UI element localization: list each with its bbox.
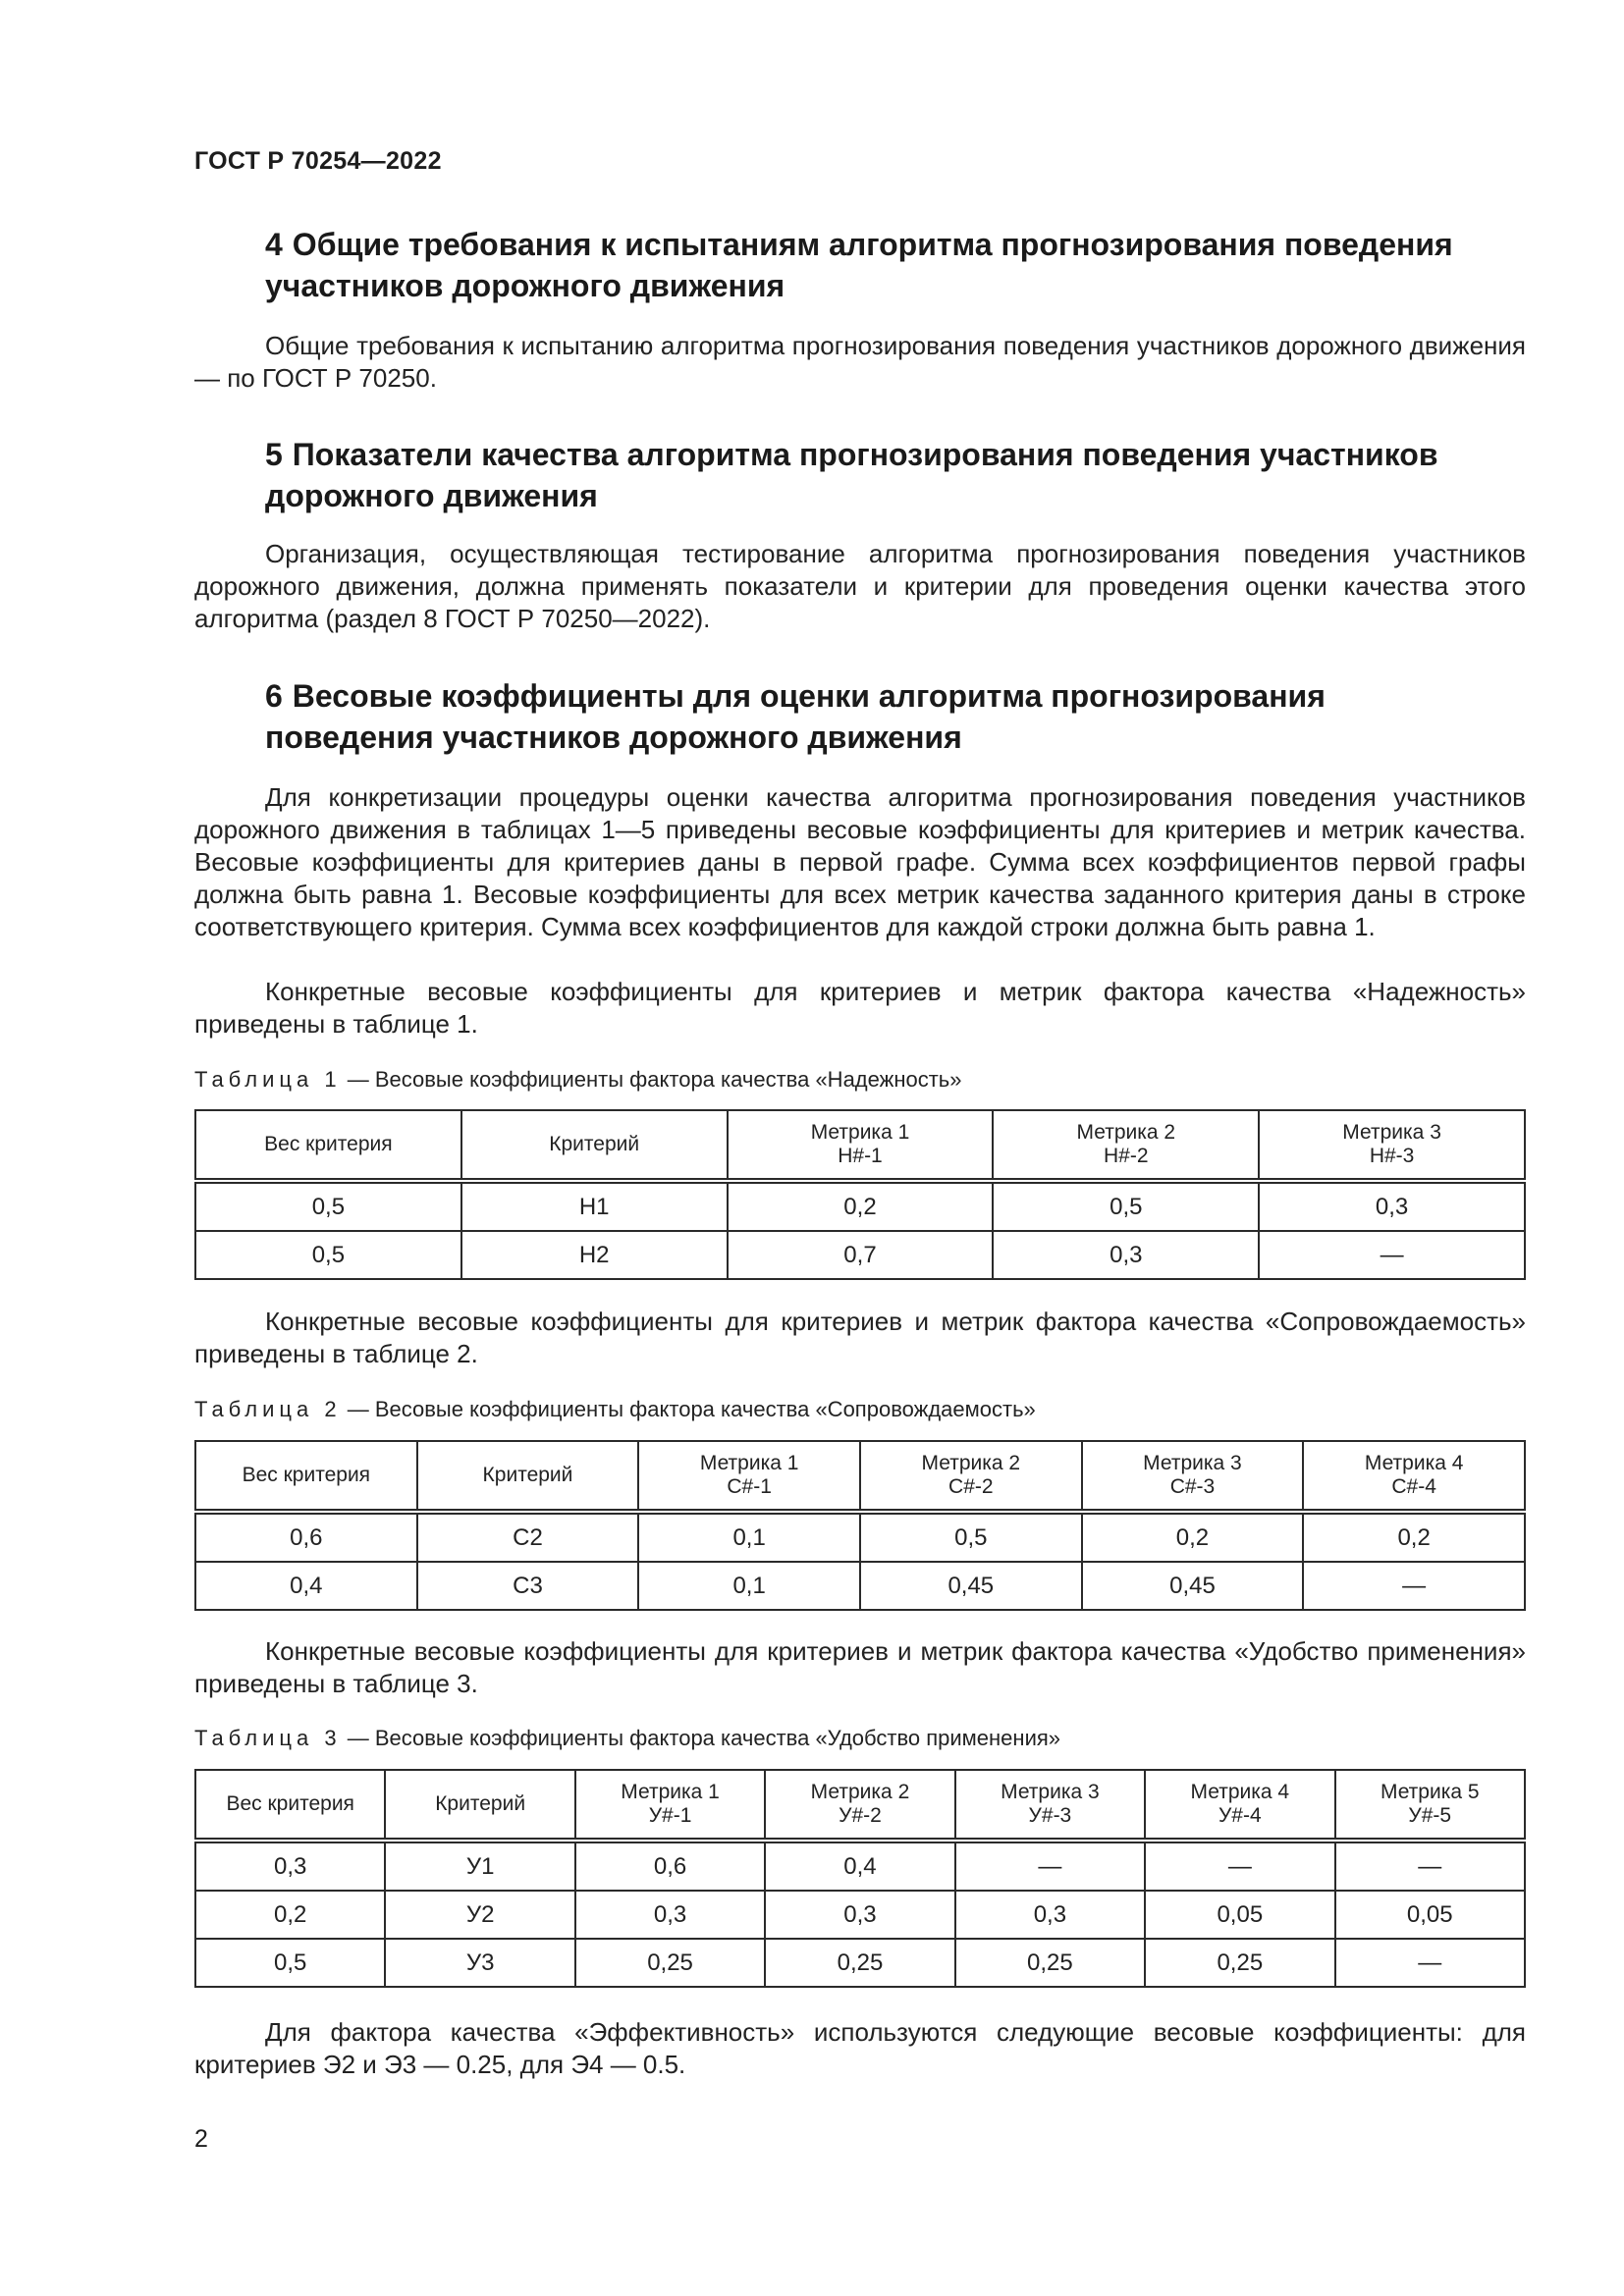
table-row — [195, 1891, 1525, 1939]
table-2-intro: Конкретные весовые коэффициенты для критериев и метрик фактора качества «Сопровождаемость» приведены в таблице 2. — [194, 1307, 1526, 1368]
header-cell: Критерий — [461, 1110, 728, 1181]
caption-label: Таблица 1 — [194, 1067, 342, 1092]
header-cell: Метрика 2 У#-2 — [765, 1770, 954, 1841]
table-row — [195, 1939, 1525, 1987]
table-row — [195, 1181, 1525, 1231]
header-cell: Метрика 2 С#-2 — [860, 1441, 1082, 1512]
header-cell: Метрика 1 Н#-1 — [728, 1110, 994, 1181]
table-cell: 0,1 — [638, 1512, 860, 1562]
header-cell: Метрика 2 Н#-2 — [993, 1110, 1259, 1181]
table-cell: 0,05 — [1145, 1891, 1334, 1939]
document-code: ГОСТ Р 70254—2022 — [194, 147, 442, 175]
table-cell: У2 — [385, 1891, 574, 1939]
table-cell: Н2 — [461, 1231, 728, 1279]
table-cell: 0,3 — [195, 1841, 385, 1891]
section-number: 5 — [265, 437, 283, 472]
header-cell: Метрика 3 Н#-3 — [1259, 1110, 1525, 1181]
table-cell: Н1 — [461, 1181, 728, 1231]
header-cell: Вес критерия — [195, 1770, 385, 1841]
table-cell: 0,25 — [575, 1939, 765, 1987]
table-cell: 0,3 — [1259, 1181, 1525, 1231]
caption-label: Таблица 3 — [194, 1726, 342, 1750]
caption-text: — Весовые коэффициенты фактора качества «Удобство применения» — [341, 1726, 1061, 1750]
table-cell: 0,5 — [195, 1231, 461, 1279]
table-header-row — [195, 1770, 1525, 1841]
table-cell: С3 — [417, 1562, 639, 1610]
table-cell: У3 — [385, 1939, 574, 1987]
table-header-row — [195, 1441, 1525, 1512]
table-cell: 0,3 — [765, 1891, 954, 1939]
caption-text: — Весовые коэффициенты фактора качества «Сопровождаемость» — [341, 1397, 1036, 1421]
table-cell: 0,5 — [195, 1181, 461, 1231]
header-cell: Вес критерия — [195, 1441, 417, 1512]
table-cell: 0,45 — [1082, 1562, 1304, 1610]
table-cell: 0,2 — [1082, 1512, 1304, 1562]
section-title-line2: дорожного движения — [265, 478, 598, 513]
table-cell: 0,25 — [1145, 1939, 1334, 1987]
section-title-line2: участников дорожного движения — [265, 268, 785, 303]
section-6-heading — [265, 675, 1532, 758]
section-title-line1: Показатели качества алгоритма прогнозирования поведения участников — [292, 437, 1438, 472]
section-number: 4 — [265, 227, 283, 262]
table-3-caption — [194, 1726, 1060, 1751]
caption-label: Таблица 2 — [194, 1397, 342, 1421]
section-6-paragraph: Для конкретизации процедуры оценки качества алгоритма прогнозирования поведения участников дорожного движения в таблицах 1—5 приведены весовые коэффициенты для критериев и метрик качества. Весовые коэффициенты для критериев даны в первой графе. Сумма всех коэффициентов первой графы должна быть равна 1. Весовые коэффициенты для всех метрик качества заданного критерия даны в строке соответствующего критерия. Сумма всех коэффициентов для каждой строки должна быть равна 1. — [194, 782, 1526, 941]
table-cell: 0,25 — [955, 1939, 1145, 1987]
page-number: 2 — [194, 2125, 208, 2153]
table-cell: 0,1 — [638, 1562, 860, 1610]
table-cell: 0,2 — [195, 1891, 385, 1939]
table-cell: 0,25 — [765, 1939, 954, 1987]
table-3-intro: Конкретные весовые коэффициенты для критериев и метрик фактора качества «Удобство применения» приведены в таблице 3. — [194, 1636, 1526, 1698]
table-1 — [194, 1109, 1526, 1280]
table-cell: 0,5 — [860, 1512, 1082, 1562]
header-cell: Метрика 4 С#-4 — [1303, 1441, 1525, 1512]
table-cell: 0,2 — [728, 1181, 994, 1231]
section-4-heading — [265, 224, 1532, 306]
table-2-caption — [194, 1397, 1036, 1422]
table-row — [195, 1841, 1525, 1891]
table-cell: 0,6 — [195, 1512, 417, 1562]
table-header-row — [195, 1110, 1525, 1181]
caption-text: — Весовые коэффициенты фактора качества «Надежность» — [341, 1067, 962, 1092]
table-cell: — — [1335, 1939, 1525, 1987]
header-cell: Вес критерия — [195, 1110, 461, 1181]
table-cell: С2 — [417, 1512, 639, 1562]
table-cell: 0,4 — [765, 1841, 954, 1891]
header-cell: Метрика 5 У#-5 — [1335, 1770, 1525, 1841]
table-cell: 0,5 — [195, 1939, 385, 1987]
table-3 — [194, 1769, 1526, 1988]
header-cell: Метрика 1 С#-1 — [638, 1441, 860, 1512]
header-cell: Критерий — [417, 1441, 639, 1512]
header-cell: Метрика 1 У#-1 — [575, 1770, 765, 1841]
section-title-line1: Весовые коэффициенты для оценки алгоритма прогнозирования — [292, 678, 1326, 714]
section-4-paragraph: Общие требования к испытанию алгоритма прогнозирования поведения участников дорожного движения — по ГОСТ Р 70250. — [194, 331, 1526, 393]
header-cell: Критерий — [385, 1770, 574, 1841]
table-cell: 0,45 — [860, 1562, 1082, 1610]
header-cell: Метрика 3 С#-3 — [1082, 1441, 1304, 1512]
section-5-paragraph: Организация, осуществляющая тестирование алгоритма прогнозирования поведения участников дорожного движения, должна применять показатели и критерии для проведения оценки качества этого алгоритма (раздел 8 ГОСТ Р 70250—2022). — [194, 539, 1526, 633]
table-cell: 0,3 — [955, 1891, 1145, 1939]
table-cell: — — [1303, 1562, 1525, 1610]
table-cell: 0,6 — [575, 1841, 765, 1891]
table-cell: — — [955, 1841, 1145, 1891]
table-cell: 0,7 — [728, 1231, 994, 1279]
table-cell: У1 — [385, 1841, 574, 1891]
table-cell: — — [1259, 1231, 1525, 1279]
table-cell: — — [1145, 1841, 1334, 1891]
table-row — [195, 1231, 1525, 1279]
section-5-heading — [265, 434, 1532, 516]
table-cell: 0,05 — [1335, 1891, 1525, 1939]
table-cell: 0,3 — [993, 1231, 1259, 1279]
table-2 — [194, 1440, 1526, 1611]
header-cell: Метрика 4 У#-4 — [1145, 1770, 1334, 1841]
table-cell: 0,5 — [993, 1181, 1259, 1231]
table-row — [195, 1562, 1525, 1610]
section-title-line1: Общие требования к испытаниям алгоритма прогнозирования поведения — [292, 227, 1453, 262]
table-cell: 0,2 — [1303, 1512, 1525, 1562]
table-cell: 0,3 — [575, 1891, 765, 1939]
header-cell: Метрика 3 У#-3 — [955, 1770, 1145, 1841]
final-paragraph: Для фактора качества «Эффективность» используются следующие весовые коэффициенты: для критериев Э2 и Э3 — 0.25, для Э4 — 0.5. — [194, 2017, 1526, 2079]
table-cell: — — [1335, 1841, 1525, 1891]
table-row — [195, 1512, 1525, 1562]
table-cell: 0,4 — [195, 1562, 417, 1610]
section-number: 6 — [265, 678, 283, 714]
section-6-paragraph-2: Конкретные весовые коэффициенты для критериев и метрик фактора качества «Надежность» приведены в таблице 1. — [194, 977, 1526, 1039]
table-1-caption — [194, 1067, 962, 1093]
section-title-line2: поведения участников дорожного движения — [265, 720, 962, 755]
